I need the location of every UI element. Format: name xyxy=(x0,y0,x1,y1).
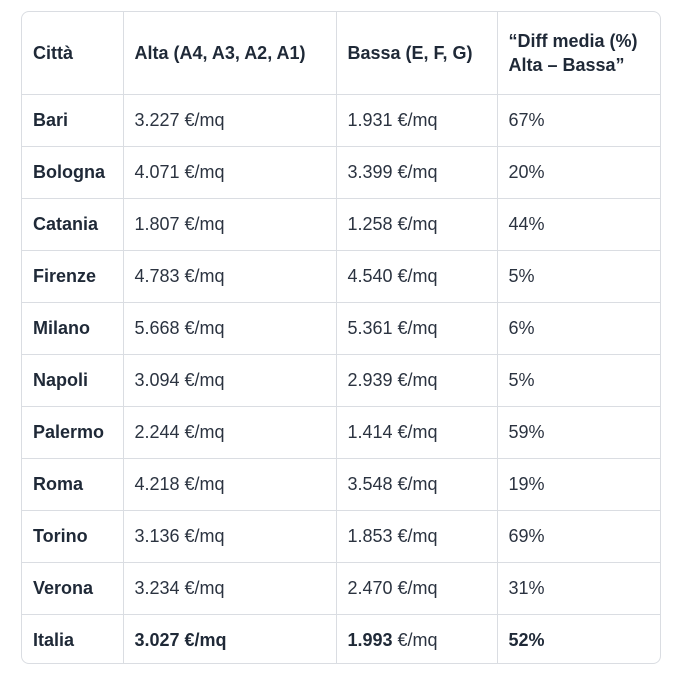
table-row xyxy=(22,354,661,406)
table-total-row xyxy=(22,614,661,664)
alta-cell: 2.244 €/mq xyxy=(123,406,336,458)
alta-cell: 3.227 €/mq xyxy=(123,94,336,146)
total-city-cell: Italia xyxy=(22,614,123,664)
table-row xyxy=(22,302,661,354)
header-city: Città xyxy=(22,12,123,94)
diff-cell: 5% xyxy=(497,250,661,302)
bassa-cell: 2.470 €/mq xyxy=(336,562,497,614)
total-alta-cell: 3.027 €/mq xyxy=(123,614,336,664)
bassa-cell: 3.399 €/mq xyxy=(336,146,497,198)
header-diff: “Diff media (%) Alta – Bassa” xyxy=(497,12,661,94)
bassa-cell: 4.540 €/mq xyxy=(336,250,497,302)
table-row xyxy=(22,562,661,614)
table-row xyxy=(22,146,661,198)
bassa-cell: 3.548 €/mq xyxy=(336,458,497,510)
diff-cell: 59% xyxy=(497,406,661,458)
city-cell: Napoli xyxy=(22,354,123,406)
city-cell: Torino xyxy=(22,510,123,562)
table-row xyxy=(22,94,661,146)
city-cell: Milano xyxy=(22,302,123,354)
diff-cell: 44% xyxy=(497,198,661,250)
price-table xyxy=(22,12,661,664)
table-row xyxy=(22,250,661,302)
city-cell: Roma xyxy=(22,458,123,510)
diff-cell: 20% xyxy=(497,146,661,198)
alta-cell: 3.234 €/mq xyxy=(123,562,336,614)
city-cell: Palermo xyxy=(22,406,123,458)
alta-cell: 3.094 €/mq xyxy=(123,354,336,406)
table-header-row xyxy=(22,12,661,94)
table-row xyxy=(22,198,661,250)
price-table-container xyxy=(21,11,661,664)
total-bassa-unit: €/mq xyxy=(392,630,438,651)
city-cell: Catania xyxy=(22,198,123,250)
diff-cell: 5% xyxy=(497,354,661,406)
alta-cell: 4.783 €/mq xyxy=(123,250,336,302)
diff-cell: 31% xyxy=(497,562,661,614)
alta-cell: 1.807 €/mq xyxy=(123,198,336,250)
bassa-cell: 1.853 €/mq xyxy=(336,510,497,562)
header-bassa: Bassa (E, F, G) xyxy=(336,12,497,94)
city-cell: Bari xyxy=(22,94,123,146)
total-bassa-cell xyxy=(336,614,497,664)
table-row xyxy=(22,406,661,458)
diff-cell: 19% xyxy=(497,458,661,510)
city-cell: Firenze xyxy=(22,250,123,302)
diff-cell: 6% xyxy=(497,302,661,354)
header-alta: Alta (A4, A3, A2, A1) xyxy=(123,12,336,94)
bassa-cell: 1.414 €/mq xyxy=(336,406,497,458)
diff-cell: 69% xyxy=(497,510,661,562)
alta-cell: 5.668 €/mq xyxy=(123,302,336,354)
total-diff-cell: 52% xyxy=(508,630,545,651)
diff-cell: 67% xyxy=(497,94,661,146)
alta-cell: 3.136 €/mq xyxy=(123,510,336,562)
table-row xyxy=(22,510,661,562)
bassa-cell: 2.939 €/mq xyxy=(336,354,497,406)
alta-cell: 4.071 €/mq xyxy=(123,146,336,198)
alta-cell: 4.218 €/mq xyxy=(123,458,336,510)
bassa-cell: 1.258 €/mq xyxy=(336,198,497,250)
total-bassa-value: 1.993 xyxy=(347,630,393,651)
bassa-cell: 5.361 €/mq xyxy=(336,302,497,354)
city-cell: Verona xyxy=(22,562,123,614)
city-cell: Bologna xyxy=(22,146,123,198)
table-row xyxy=(22,458,661,510)
bassa-cell: 1.931 €/mq xyxy=(336,94,497,146)
